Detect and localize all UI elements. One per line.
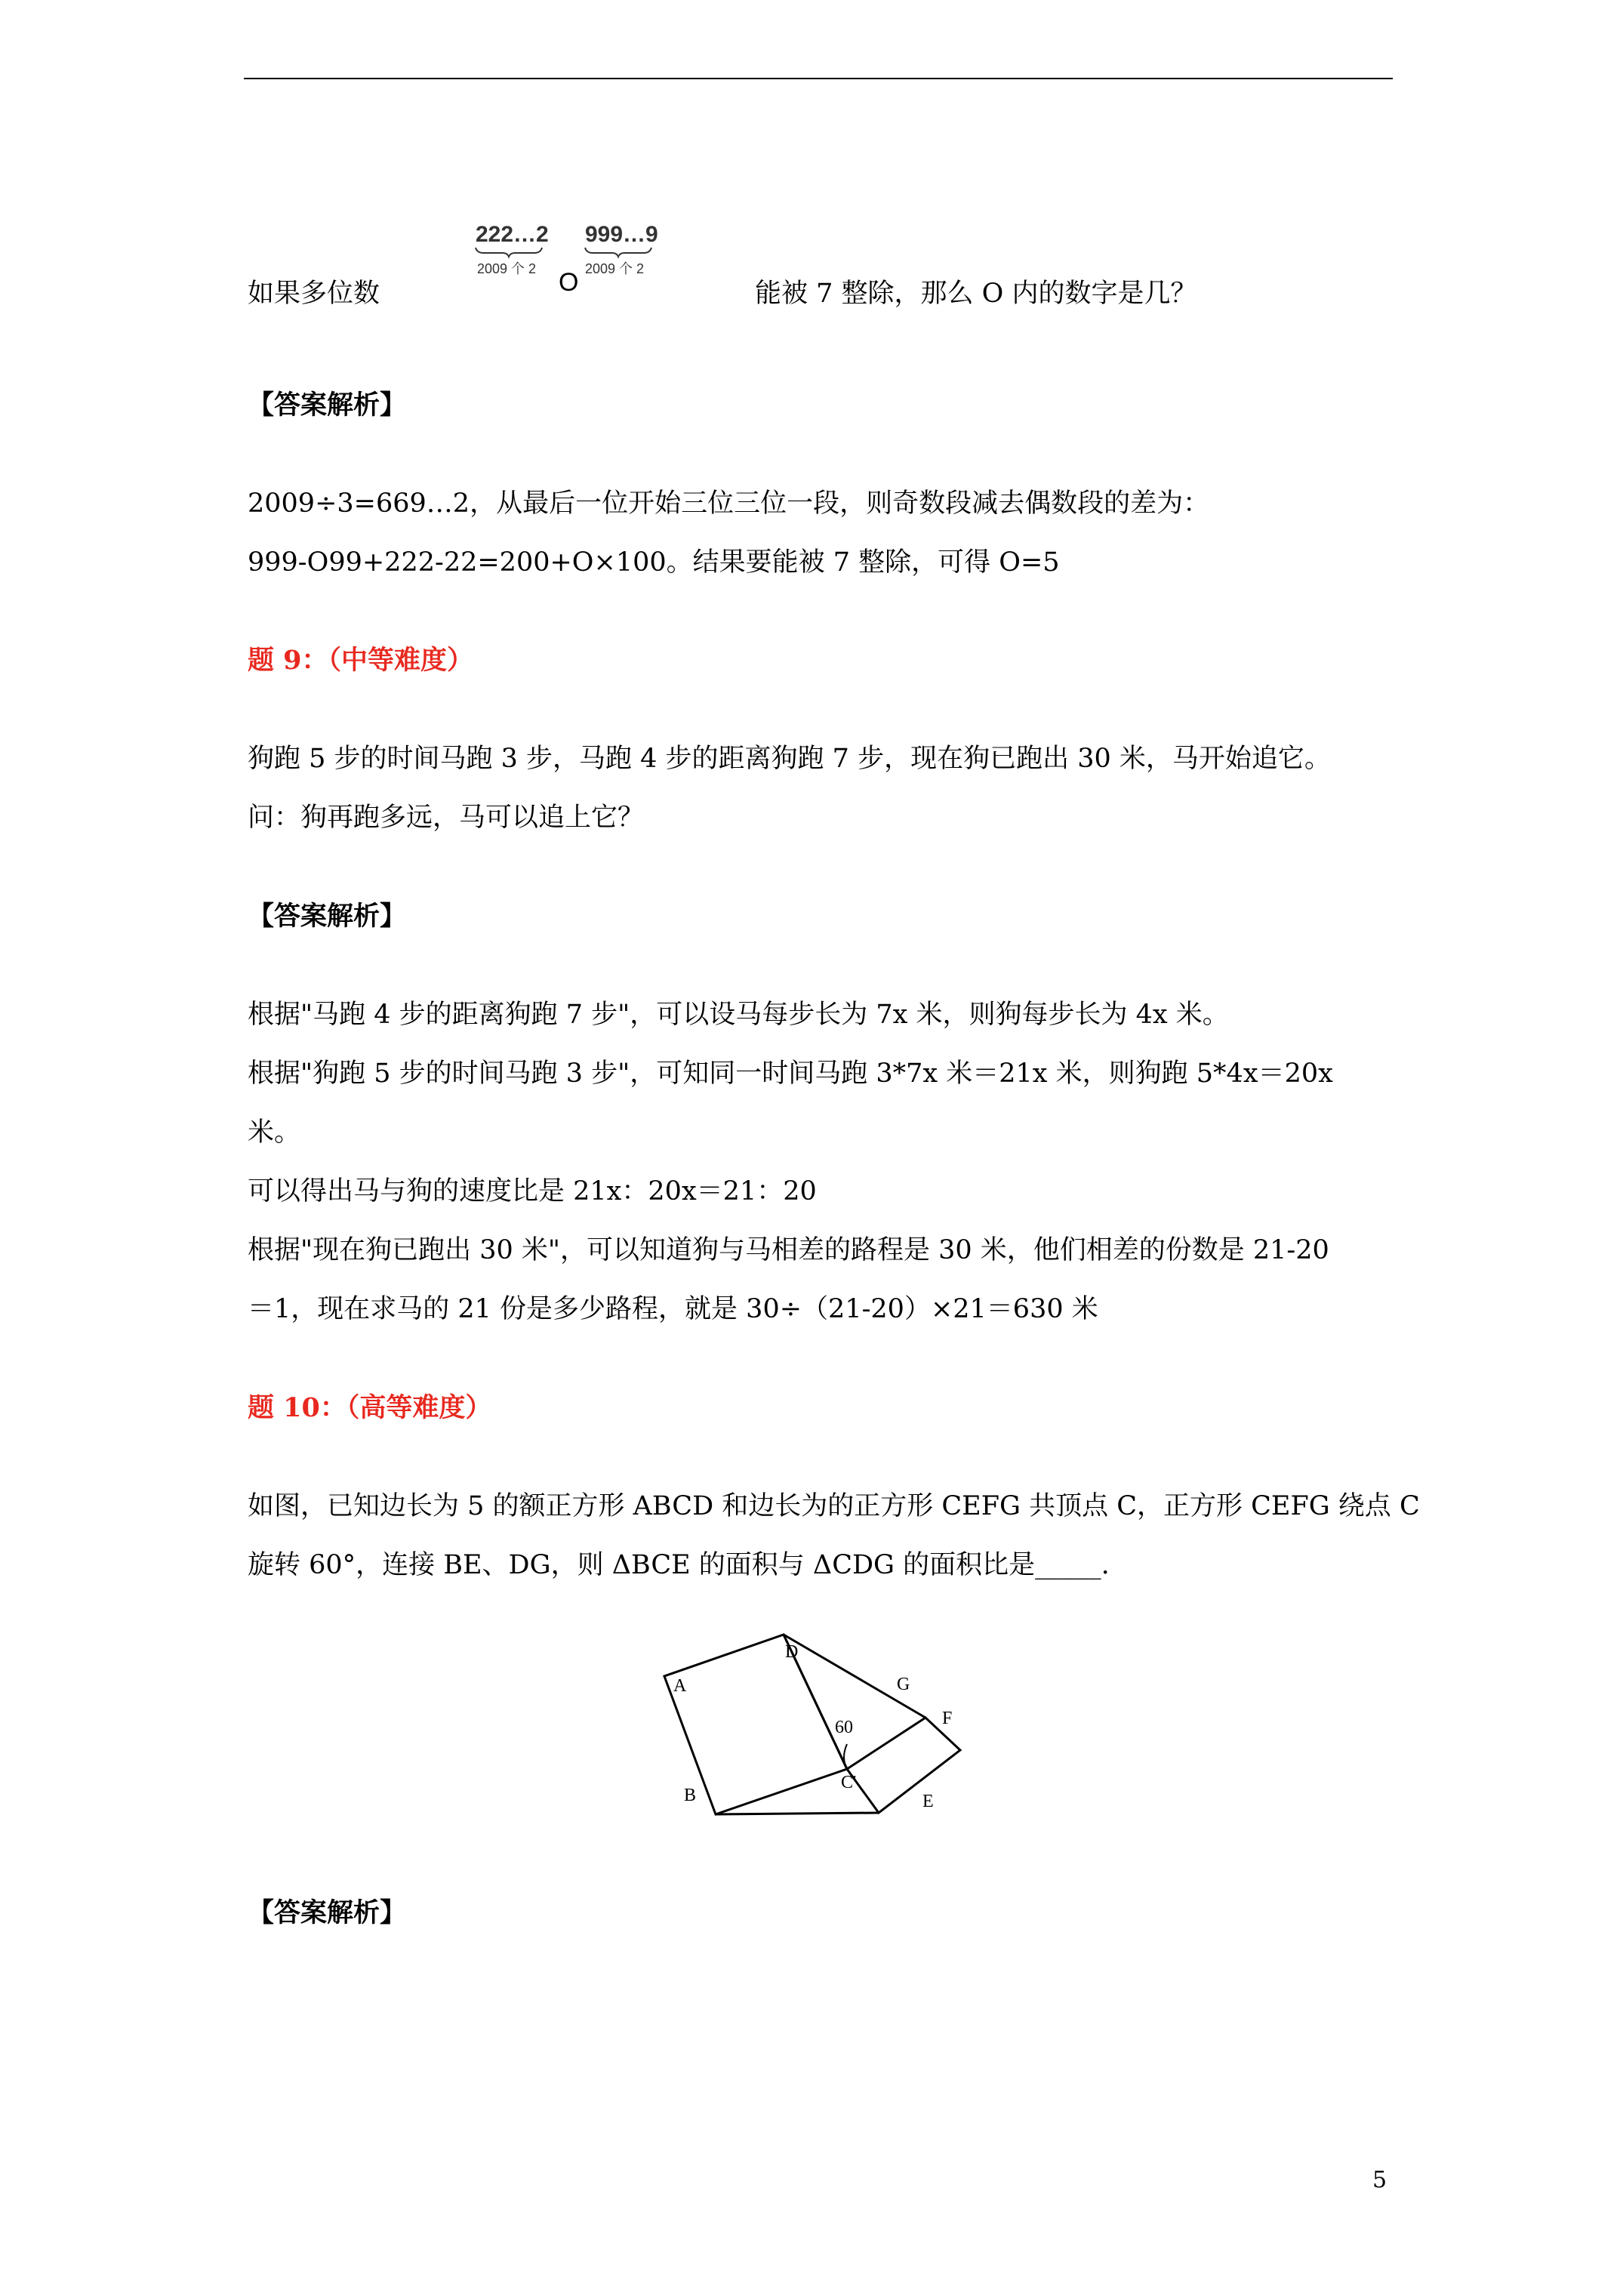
formula-part2-count: 2009 个 2: [585, 261, 645, 276]
problem10-heading: 题 10：（高等难度）: [248, 1392, 492, 1423]
answer9-line6: ＝1，现在求马的 21 份是多少路程，就是 30÷（21-20）×21＝630 米: [248, 1294, 1098, 1324]
problem9-heading: 题 9：（中等难度）: [248, 645, 474, 676]
formula-part1-count: 2009 个 2: [477, 261, 537, 276]
answer-label-3: 【答案解析】: [248, 1897, 407, 1928]
formula-part1-digits: 222…2: [476, 222, 549, 247]
label-g: G: [897, 1675, 910, 1694]
answer8-line2: 999-O99+222-22=200+O×100。结果要能被 7 整除，可得 O=5: [248, 547, 1060, 578]
multi-digit-formula: [468, 219, 679, 302]
problem8-prefix: 如果多位数: [248, 279, 380, 309]
problem10-line2: 旋转 60°，连接 BE、DG，则 ΔBCE 的面积与 ΔCDG 的面积比是_____.: [248, 1550, 1110, 1580]
page-number: 5: [1372, 2167, 1387, 2193]
answer9-line1: 根据"马跑 4 步的距离狗跑 7 步"，可以设马每步长为 7x 米，则狗每步长为 4x 米。: [248, 1000, 1229, 1030]
header-rule: [244, 78, 1393, 79]
answer9-line2: 根据"狗跑 5 步的时间马跑 3 步"，可知同一时间马跑 3*7x 米＝21x 米，则狗跑 5*4x＝20x: [248, 1059, 1333, 1089]
square-cefg: [847, 1718, 960, 1813]
answer9-line5: 根据"现在狗已跑出 30 米"，可以知道狗与马相差的路程是 30 米，他们相差的份数是 21-20: [248, 1235, 1329, 1265]
problem9-line2: 问：狗再跑多远，马可以追上它？: [248, 803, 645, 833]
label-e: E: [922, 1792, 934, 1811]
label-b: B: [684, 1786, 697, 1805]
problem10-line1: 如图，已知边长为 5 的额正方形 ABCD 和边长为的正方形 CEFG 共顶点 C，正方形 CEFG 绕点 C: [248, 1491, 1420, 1521]
label-a: A: [673, 1676, 687, 1696]
label-d: D: [785, 1642, 799, 1662]
answer-label-2: 【答案解析】: [248, 901, 407, 932]
answer9-line4: 可以得出马与狗的速度比是 21x：20x＝21：20: [248, 1176, 817, 1207]
answer9-line3: 米。: [248, 1117, 301, 1148]
formula-part2-digits: 999…9: [585, 222, 658, 247]
formula-circle: O: [559, 268, 579, 297]
segment-be: [716, 1813, 879, 1814]
label-c: C': [841, 1773, 857, 1792]
label-f: F: [942, 1709, 953, 1728]
answer8-line1: 2009÷3=669…2，从最后一位开始三位三位一段，则奇数段减去偶数段的差为：: [248, 488, 1210, 519]
problem9-line1: 狗跑 5 步的时间马跑 3 步，马跑 4 步的距离狗跑 7 步，现在狗已跑出 30 米，马开始追它。: [248, 744, 1331, 774]
problem8-suffix: 能被 7 整除，那么 O 内的数字是几？: [755, 279, 1197, 309]
geometry-figure: [657, 1631, 981, 1820]
angle-label: 60: [835, 1718, 853, 1737]
answer-label-1: 【答案解析】: [248, 390, 407, 421]
